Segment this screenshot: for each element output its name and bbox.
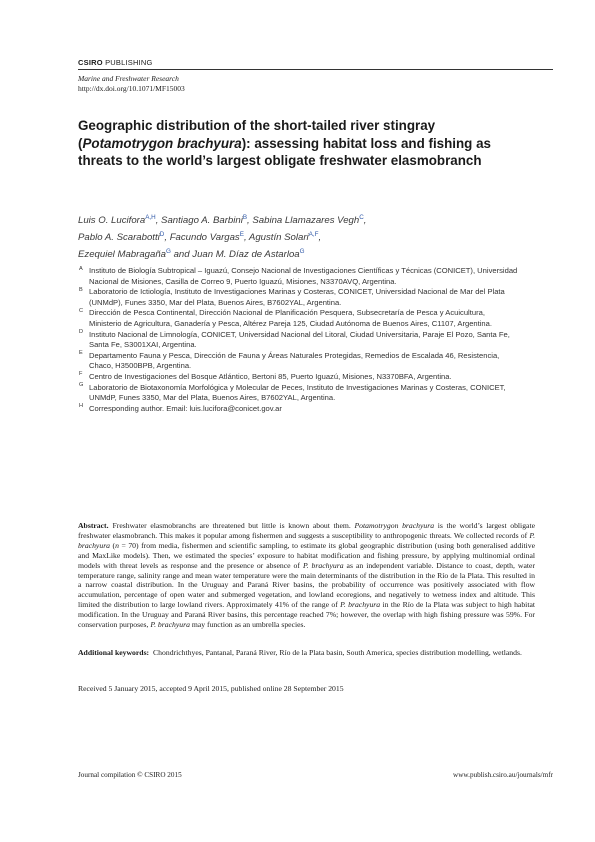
species-name: P. brachyura bbox=[340, 600, 381, 610]
affiliation-mark: H bbox=[79, 403, 84, 410]
affiliation-mark: E bbox=[79, 350, 83, 357]
author: Luis O. Lucifora$^{A,H}$, bbox=[78, 214, 162, 227]
affiliation-item bbox=[78, 351, 518, 372]
author-affiliation-mark[interactable]: B bbox=[242, 214, 248, 221]
publication-history: Received 5 January 2015, accepted 9 April 2015, published online 28 September 2015 bbox=[78, 684, 344, 693]
publisher-logo bbox=[78, 58, 153, 67]
species-name: Potamotrygon brachyura bbox=[354, 521, 435, 530]
additional-keywords bbox=[78, 648, 535, 658]
author: Ezequiel Mabragaña$^G$ and bbox=[78, 247, 193, 260]
journal-name: Marine and Freshwater Research bbox=[78, 74, 179, 83]
affiliation-mark: G bbox=[79, 382, 84, 389]
author-affiliation-mark[interactable]: D bbox=[159, 230, 165, 238]
title-part-1: Geographic distribution of the short-tailed river stingray ( bbox=[78, 118, 436, 151]
author: Santiago A. Barbini$^B$, bbox=[161, 214, 253, 227]
affiliation-text: Departamento Fauna y Pesca, Dirección de Fauna y Áreas Naturales Protegidas, Remedios de Escalada 46, Resistencia, Chaco, H3500BPB, Argentina. bbox=[89, 350, 500, 371]
sample-size-symbol: n bbox=[115, 540, 119, 550]
keywords-label: Additional keywords: bbox=[78, 648, 150, 657]
corresponding-author-email[interactable]: Corresponding author. Email: luis.lucifora@conicet.gov.ar bbox=[89, 403, 282, 413]
title-species: Potamotrygon brachyura bbox=[82, 135, 242, 151]
author: Facundo Vargas$^E$, bbox=[169, 230, 249, 243]
affiliation-text: Instituto de Biología Subtropical – Iguazú, Consejo Nacional de Investigaciones Científicas y Técnicas (CONICET), Universidad Nacional de Misiones, Casilla de Correo 9, Puerto Iguazú, Misiones, N3370AVQ, Argentina. bbox=[89, 266, 518, 286]
author-affiliation-mark[interactable]: C bbox=[359, 214, 364, 221]
affiliation-text: Dirección de Pesca Continental, Dirección Nacional de Planificación Pesquera, Subsecretaría de Pesca y Acuicultura, Ministerio de Agricultura, Ganadería y Pesca, Altérez Pareja 125, Ciudad Autónoma de Buenos Aires, C1107, Argentina. bbox=[89, 308, 492, 328]
affiliation-mark: C bbox=[79, 307, 84, 314]
footer-website-link[interactable]: www.publish.csiro.au/journals/mfr bbox=[453, 771, 553, 779]
author-name: Luis O. Lucifora bbox=[78, 215, 146, 227]
affiliation-text: Laboratorio de Biotaxonomía Morfológica y Molecular de Peces, Instituto de Investigaciones Marinas y Costeras, CONICET, UNMdP, Funes 3350, Mar del Plata, Buenos Aires, B7602YAL, Argentina. bbox=[89, 382, 506, 403]
species-name: P. brachyura bbox=[78, 530, 535, 550]
author-name: Facundo Vargas bbox=[169, 231, 240, 243]
doi-link[interactable]: http://dx.doi.org/10.1071/MF15003 bbox=[78, 84, 185, 93]
author-name: Sabina Llamazares Vegh bbox=[252, 215, 360, 227]
affiliation-list bbox=[78, 266, 518, 414]
author-affiliation-mark[interactable]: A,H bbox=[145, 214, 156, 221]
affiliation-item bbox=[78, 308, 518, 329]
author-affiliation-mark[interactable]: E bbox=[239, 230, 244, 238]
author-name: Santiago A. Barbini bbox=[161, 215, 243, 227]
affiliation-mark: A bbox=[79, 265, 83, 272]
author bbox=[192, 249, 304, 260]
corresponding-author bbox=[78, 404, 518, 415]
article-title bbox=[78, 117, 498, 170]
affiliation-item bbox=[78, 372, 518, 383]
affiliation-mark: B bbox=[79, 286, 83, 293]
author-affiliation-mark[interactable]: A,F bbox=[308, 230, 319, 238]
species-name: P. brachyura bbox=[150, 620, 190, 630]
abstract-label: Abstract. bbox=[78, 521, 109, 530]
author-affiliation-mark[interactable]: G bbox=[166, 247, 171, 255]
author: Pablo A. Scarabotti$^D$, bbox=[78, 230, 170, 243]
author-affiliation-mark[interactable]: G bbox=[299, 247, 305, 255]
author-name: Juan M. Díaz de Astarloa bbox=[192, 248, 300, 260]
author-name: Pablo A. Scarabotti bbox=[78, 231, 160, 243]
species-name: P. brachyura bbox=[302, 560, 344, 570]
author: Agustín Solari$^{A,F}$, bbox=[248, 230, 322, 243]
publisher-name-bold: CSIRO bbox=[78, 58, 103, 67]
author-name: Agustín Solari bbox=[248, 231, 309, 243]
header-rule bbox=[78, 69, 553, 70]
footer-copyright: Journal compilation © CSIRO 2015 bbox=[78, 771, 182, 779]
affiliation-text: Laboratorio de Ictiología, Instituto de Investigaciones Marinas y Costeras, CONICET, Universidad Nacional de Mar del Plata (UNMdP), Funes 3350, Mar del Plata, Buenos Aires, B7602YAL, Argentina. bbox=[89, 287, 505, 307]
affiliation-item bbox=[78, 266, 518, 287]
affiliation-mark: F bbox=[79, 371, 83, 378]
author: Sabina Llamazares Vegh$^C$, bbox=[252, 214, 367, 227]
affiliation-text: Instituto Nacional de Limnología, CONICET, Universidad Nacional del Litoral, Ciudad Universitaria, Paraje El Pozo, Santa Fe, Santa Fe, S3001XAI, Argentina. bbox=[89, 329, 510, 350]
keywords-text: Chondrichthyes, Pantanal, Paraná River, Río de la Plata basin, South America, species distribution modelling, wetlands. bbox=[153, 648, 522, 657]
publisher-name-rest: PUBLISHING bbox=[105, 58, 153, 67]
affiliation-item bbox=[78, 287, 518, 308]
affiliation-text: Centro de Investigaciones del Bosque Atlántico, Bertoni 85, Puerto Iguazú, Misiones, N3370BFA, Argentina. bbox=[89, 371, 452, 381]
affiliation-item bbox=[78, 383, 518, 404]
affiliation-item bbox=[78, 330, 518, 351]
affiliation-mark: D bbox=[79, 329, 84, 336]
author-name: Ezequiel Mabragaña bbox=[78, 248, 167, 260]
author-list bbox=[78, 211, 518, 261]
abstract: Abstract. Freshwater elasmobranchs are threatened but little is known about them. Potamotrygon brachyura is the world’s largest obligate freshwater elasmobranch. This makes it popular among fishermen and suggests a susceptibility to anthropogenic threats. We collected records of P. brachyura (n = 70) from media, fishermen and scientific sampling, to estimate its global geographic distribution (using both generalised additive and MaxLike models). Then, we estimated the species’ exposure to habitat modification and fishing pressure, by applying multinomial ordinal models with threat levels as response and the presence or absence of P. brachyura as an independent variable. Distance to coast, depth, water temperature range, salinity range and mean water temperature were the main determinants of the distribution in the Río de la Plata. This resulted in a narrow coastal distribution. In the Uruguay and Paraná River basins, the probability of occurrence was positively associated with flow accumulation, percentage of open water and submerged vegetation, and lowland ecoregions, and negatively to wetness index and altitude. This limited the distribution to large lowland rivers. Approximately 41% of the range of P. brachyura in the Río de la Plata was subject to high habitat modification. In the Uruguay and Paraná River basins, this percentage reached 7%; however, the overlap with high fishing pressure was 59%. For conservation purposes, P. brachyura may function as an umbrella species. bbox=[78, 521, 536, 630]
title-part-2: ): assessing habitat loss and fishing as threats to the world’s largest obligate freshwater elasmobranch bbox=[78, 135, 491, 168]
